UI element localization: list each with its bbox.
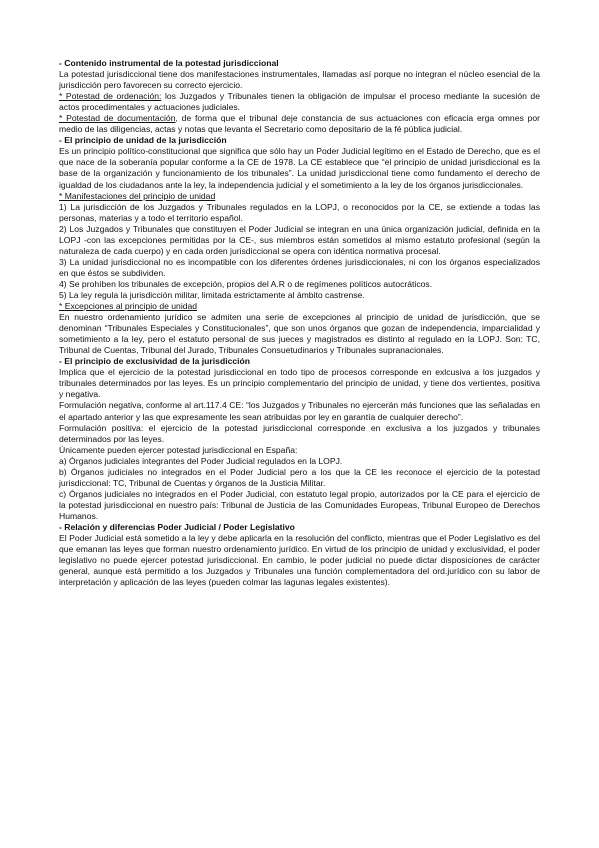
paragraph-text: 4) Se prohíben los tribunales de excepción, propios del A.R o de regímenes políticos autocráticos. [59,278,433,289]
paragraph [59,423,540,445]
paragraph-text: los Juzgados y Tribunales tienen la obligación de impulsar el proceso mediante la sucesión de actos procedimentales y actuaciones judiciales. [59,91,540,113]
paragraph [59,456,540,467]
paragraph-text: 3) La unidad jurisdiccional no es incompatible con los diferentes órdenes jurisdiccionales, ni con los órganos especializados en que éstos se subdividen. [59,256,540,278]
paragraph [59,301,540,312]
paragraph [59,312,540,356]
paragraph-text: La potestad jurisdiccional tiene dos manifestaciones instrumentales, llamadas así porque no integran el núcleo esencial de la jurisdicción pero favorecen su correcto ejercicio. [59,69,540,91]
underlined-lead: * Potestad de documentación [59,113,176,124]
section-heading: - El principio de unidad de la jurisdicción [59,135,227,146]
underlined-lead: * Excepciones al principio de unidad [59,301,198,312]
paragraph [59,202,540,224]
paragraph-text: En nuestro ordenamiento jurídico se admiten una serie de excepciones al principio de unidad de jurisdicción, que se denominan “Tribunales Especiales y Constitucionales”, que son unos órganos que gozan de independencia, imparcialidad y sometimiento a la ley, pero el estatuto personal de sus jueces y magistrados es distinto al regulado en la LOPJ. Son: TC, Tribunal de Cuentas, Tribunal del Jurado, Tribunales Consuetudinarios y Tribunales supranacionales. [59,312,540,356]
paragraph-text: , de forma que el tribunal deje constancia de sus actuaciones con eficacia erga omnes por medio de las diligencias, actas y notas que levanta el Secretario como depositario de la fé pública judicial. [59,113,540,135]
paragraph [59,257,540,279]
underlined-lead: * Manifestaciones del principio de unidad [59,190,216,201]
paragraph-text: 1) La jurisdicción de los Juzgados y Tribunales regulados en la LOPJ, o reconocidos por la CE, se extiende a todas las personas, materias y a todo el territorio español. [59,201,540,223]
paragraph [59,467,540,489]
section-heading: - Contenido instrumental de la potestad jurisdiccional [59,58,279,68]
section-heading: - Relación y diferencias Poder Judicial / Poder Legislativo [59,521,295,532]
paragraph-text: 2) Los Juzgados y Tribunales que constituyen el Poder Judicial se integran en una única organización judicial, definida en la LOPJ -con las excepciones permitidas por la CE-, sus miembros están sometidos al mismo estatuto profesional (según la naturaleza de cada cuerpo) y en cada orden jurisdiccional se opera con idéntica normativa procesal. [59,223,540,256]
paragraph [59,279,540,290]
paragraph [59,400,540,422]
paragraph [59,489,540,522]
paragraph [59,91,540,113]
paragraph [59,69,540,91]
paragraph [59,290,540,301]
paragraph [59,191,540,202]
paragraph [59,367,540,400]
paragraph-text: a) Órganos judiciales integrantes del Poder Judicial regulados en la LOPJ. [59,455,343,466]
paragraph [59,224,540,257]
paragraph-text: c) Órganos judiciales no integrados en el Poder Judicial, con estatuto legal propio, autorizados por la CE para el ejercicio de la potestad jurisdiccional en nuestro país: Tribunal de Justicia de las Comunidades Europeas, Tribunal Europeo de Derechos Humanos. [59,488,540,521]
paragraph-text: b) Órganos judiciales no integrados en el Poder Judicial pero a los que la CE les reconoce el ejercicio de la potestad jurisdiccional: TC, Tribunal de Cuentas y órganos de la Justicia Militar. [59,466,540,488]
paragraph-text: El Poder Judicial está sometido a la ley y debe aplicarla en la resolución del conflicto, mientras que el Poder Legislativo es del que emanan las leyes que forman nuestro ordenamiento jurídico. En virtud de los principio de unidad y exclusividad, el poder legislativo no puede ejercer potestad jurisdiccional. En cambio, le poder judicial no puede dictar disposiciones de carácter general, aunque está permitido a los Juzgados y Tribunales una función complementadora del ord.jurídico con su labor de interpretación y aplicación de las leyes (pueden colmar las lagunas legales existentes). [59,533,540,588]
paragraph [59,113,540,135]
paragraph-text: Formulación positiva: el ejercicio de la potestad jurisdiccional corresponde en exclusiva a los juzgados y tribunales determinados por las leyes. [59,422,540,444]
paragraph [59,146,540,190]
paragraph-text: 5) La ley regula la jurisdicción militar, limitada estrictamente al ámbito castrense. [59,289,365,300]
paragraph-text: Formulación negativa, conforme al art.117.4 CE: “los Juzgados y Tribunales no ejercerán más funciones que las señaladas en el apartado anterior y las que expresamente les sean atribuidas por ley en garantía de cualquier derecho”. [59,400,540,422]
section-heading: - El principio de exclusividad de la jurisdicción [59,356,251,367]
paragraph-text: Implica que el ejercicio de la potestad jurisdiccional en todo tipo de procesos corresponde en exlcusiva a los juzgados y tribunales determinados por las leyes. Es un principio complementario del principio de unidad, y tiene dos vertientes, positiva y negativa. [59,367,540,400]
paragraph-text: Es un principio político-constitucional que significa que sólo hay un Poder Judicial legítimo en el Estado de Derecho, que es el que nace de la soberanía popular conforme a la CE de 1978. La CE establece que “el principio de unidad jurisdiccional es la base de la organización y funcionamiento de los tribunales”. La unidad jurisdiccional tiene como fundamento el derecho de igualdad de los ciudadanos ante la ley, la independencia judicial y el sometimiento a la ley de los órganos jurisdiccionales. [59,146,540,190]
paragraph-text: Únicamente pueden ejercer potestad jurisdiccional en España: [59,444,298,455]
paragraph [59,533,540,588]
paragraph [59,445,540,456]
underlined-lead: * Potestad de ordenación: [59,91,162,102]
